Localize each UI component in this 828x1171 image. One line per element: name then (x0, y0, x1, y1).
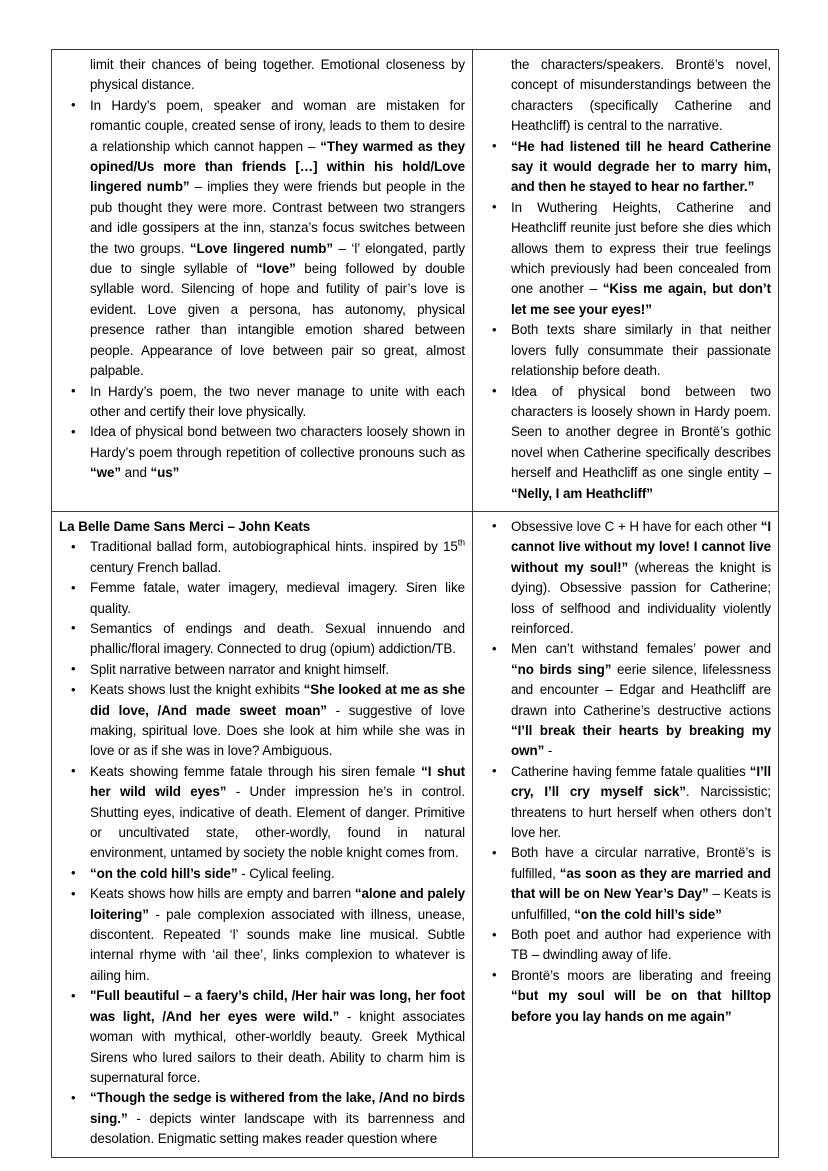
table-row (52, 511, 779, 1157)
list-item: • Catherine having femme fatale qualities “I’ll cry, I’ll cry myself sick”. Narcissistic; threatens to hurt herself when others don’t love her. (479, 762, 771, 844)
bullet-list-row1-left-main (58, 96, 465, 484)
list-item: • “He had listened till he heard Catherine say it would degrade her to marry him, and then he stayed to hear no farther.” (479, 137, 771, 198)
list-item: • "Full beautiful – a faery’s child, /Her hair was long, her foot was light, /And her eyes were wild.” - knight associates woman with mythical, other-worldly beauty. Greek Mythical Sirens who lured sailors to their death. Ability to charm him is supernatural force. (58, 986, 465, 1088)
bullet-list-row1-left (58, 55, 465, 96)
list-item: • In Hardy’s poem, speaker and woman are mistaken for romantic couple, created sense of irony, leads to them to desire a relationship which cannot happen – “They warmed as they opined/Us more than friends […] within his hold/Love lingered numb” – implies they were friends but people in the pub thought they were more. Contrast between two strangers and idle gossipers at the inn, stanza’s focus switches between the two groups. “Love lingered numb” – ‘l’ elongated, partly due to single syllable of “love” being followed by double syllable word. Silencing of hope and futility of pair’s love is evident. Love given a persona, has autonomy, physical presence rather than intangible emotion shared between people. Appearance of love between pair so great, almost palpable. (58, 96, 465, 382)
bullet-list-row1-right-main (479, 137, 771, 504)
bullet-list-row1-right (479, 55, 771, 137)
lead-paragraph: limit their chances of being together. Emotional closeness by physical distance. (90, 57, 465, 93)
list-item: • Keats shows how hills are empty and barren “alone and palely loitering” - pale complexion associated with illness, unease, discontent. Repeated ‘l’ sounds make line musical. Subtle internal rhyme with ‘ail thee’, links complexion to whatever is ailing him. (58, 884, 465, 986)
table-row (52, 50, 779, 512)
list-item: • Semantics of endings and death. Sexual innuendo and phallic/floral imagery. Connected to drug (opium) addiction/TB. (58, 619, 465, 660)
bullet-list-row2-left (58, 537, 465, 1149)
cell-row1-right (473, 50, 779, 512)
list-item: • Traditional ballad form, autobiographical hints. inspired by 15th century French ballad. (58, 537, 465, 578)
cell-row2-right (473, 511, 779, 1157)
list-item: • “Though the sedge is withered from the lake, /And no birds sing.” - depicts winter landscape with its barrenness and desolation. Enigmatic setting makes reader question where (58, 1088, 465, 1149)
list-item: • Both have a circular narrative, Brontë’s is fulfilled, “as soon as they are married and that will be on New Year’s Day” – Keats is unfulfilled, “on the cold hill’s side” (479, 843, 771, 925)
list-item: • Idea of physical bond between two characters is loosely shown in Hardy poem. Seen to another degree in Brontë’s gothic novel when Catherine specifically describes herself and Heathcliff as one single entity – “Nelly, I am Heathcliff” (479, 382, 771, 504)
list-item: • Brontë’s moors are liberating and freeing “but my soul will be on that hilltop before you lay hands on me again” (479, 966, 771, 1027)
list-item: • Keats shows lust the knight exhibits “She looked at me as she did love, /And made sweet moan” - suggestive of love making, spiritual love. Does she look at him while she was in love or as if she was in love? Ambiguous. (58, 680, 465, 762)
section-heading-keats: La Belle Dame Sans Merci – John Keats (59, 518, 311, 534)
lead-paragraph: the characters/speakers. Brontë’s novel, concept of misunderstandings between the characters (specifically Catherine and Heathcliff) is central to the narrative. (511, 57, 771, 134)
list-item: • Split narrative between narrator and knight himself. (58, 660, 465, 680)
list-item: • Femme fatale, water imagery, medieval imagery. Siren like quality. (58, 578, 465, 619)
list-item: • Keats showing femme fatale through his siren female “I shut her wild wild eyes” - Under impression he’s in control. Shutting eyes, indicative of death. Element of danger. Primitive or uncultivated state, other-wordly, found in natural environment, untamed by society the noble knight comes from. (58, 762, 465, 864)
cell-row1-left (52, 50, 473, 512)
list-item: • Both texts share similarly in that neither lovers fully consummate their passionate relationship before death. (479, 320, 771, 381)
notes-comparison-table (51, 49, 779, 1158)
cell-row2-left (52, 511, 473, 1157)
list-item: • In Wuthering Heights, Catherine and Heathcliff reunite just before she dies which allows them to express their true feelings which previously had been concealed from one another – “Kiss me again, but don’t let me see your eyes!” (479, 198, 771, 320)
list-item: • In Hardy’s poem, the two never manage to unite with each other and certify their love physically. (58, 382, 465, 423)
list-item: • Men can’t withstand females’ power and “no birds sing” eerie silence, lifelessness and encounter – Edgar and Heathcliff are drawn into Catherine’s destructive actions “I’ll break their hearts by breaking my own” - (479, 639, 771, 761)
list-item: • “on the cold hill’s side” - Cylical feeling. (58, 864, 465, 884)
list-item: • Idea of physical bond between two characters loosely shown in Hardy’s poem through repetition of collective pronouns such as “we” and “us” (58, 422, 465, 483)
list-item: • Obsessive love C + H have for each other “I cannot live without my love! I cannot live without my soul!” (whereas the knight is dying). Obsessive passion for Catherine; loss of selfhood and individuality violently reinforced. (479, 517, 771, 639)
bullet-list-row2-right (479, 517, 771, 1027)
list-item: • Both poet and author had experience with TB – dwindling away of life. (479, 925, 771, 966)
